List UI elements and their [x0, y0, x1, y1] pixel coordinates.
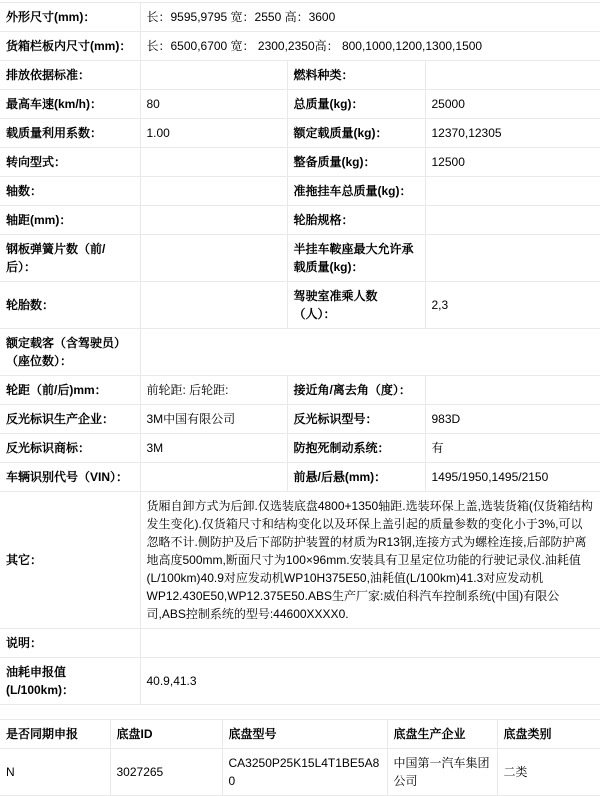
table-row	[0, 206, 600, 235]
spec-label-emission-standard: 排放依据标准：	[0, 61, 140, 90]
spec-label-leaf-springs: 钢板弹簧片数（前/后）：	[0, 235, 140, 282]
spec-value-reflector-model: 983D	[425, 405, 600, 434]
spec-value-dimensions: 长：9595,9795 宽：2550 高：3600	[140, 3, 600, 32]
chassis-header-chassis-manufacturer: 底盘生产企业	[387, 720, 497, 749]
spec-label-cab-passengers: 驾驶室准乘人数（人）：	[287, 282, 425, 329]
spec-value-total-mass: 25000	[425, 90, 600, 119]
table-row	[0, 629, 600, 658]
table-row	[0, 235, 600, 282]
spec-value-cargo-box-inner: 长：6500,6700 宽： 2300,2350高： 800,1000,1200,1300,1500	[140, 32, 600, 61]
spec-label-rated-passengers: 额定载客（含驾驶员）（座位数）：	[0, 329, 140, 376]
table-row	[0, 177, 600, 206]
spec-value-approach-departure-angle	[425, 376, 600, 405]
spec-value-abs: 有	[425, 434, 600, 463]
table-row	[0, 434, 600, 463]
table-row	[0, 90, 600, 119]
spec-label-reflector-model: 反光标识型号：	[287, 405, 425, 434]
table-row	[0, 282, 600, 329]
spec-label-track-width: 轮距（前/后)mm：	[0, 376, 140, 405]
spec-value-curb-weight: 12500	[425, 148, 600, 177]
spec-label-saddle-load: 半挂车鞍座最大允许承载质量(kg)：	[287, 235, 425, 282]
spec-value-declared-fuel-consumption: 40.9,41.3	[140, 658, 600, 705]
spec-value-trailer-total-mass	[425, 177, 600, 206]
table-row	[0, 148, 600, 177]
spec-label-remarks: 说明：	[0, 629, 140, 658]
chassis-header-chassis-id: 底盘ID	[110, 720, 222, 749]
spec-value-steering-type	[140, 148, 287, 177]
spec-label-vin: 车辆识别代号（VIN）：	[0, 463, 140, 492]
spec-value-reflector-brand: 3M	[140, 434, 287, 463]
spec-value-max-speed: 80	[140, 90, 287, 119]
spec-value-rated-load: 12370,12305	[425, 119, 600, 148]
spec-value-cab-passengers: 2,3	[425, 282, 600, 329]
spec-value-saddle-load	[425, 235, 600, 282]
chassis-cell-concurrent-declaration: N	[0, 749, 110, 796]
table-row	[0, 61, 600, 90]
table-row	[0, 492, 600, 629]
spec-value-remarks	[140, 629, 600, 658]
chassis-cell-chassis-category: 二类	[497, 749, 600, 796]
spec-label-total-mass: 总质量(kg)：	[287, 90, 425, 119]
spec-value-track-width: 前轮距: 后轮距:	[140, 376, 287, 405]
chassis-cell-chassis-manufacturer: 中国第一汽车集团公司	[387, 749, 497, 796]
spec-label-tire-spec: 轮胎规格：	[287, 206, 425, 235]
spec-label-trailer-total-mass: 准拖挂车总质量(kg)：	[287, 177, 425, 206]
spec-value-reflector-manufacturer: 3M中国有限公司	[140, 405, 287, 434]
spec-value-tire-count	[140, 282, 287, 329]
table-row	[0, 3, 600, 32]
spec-label-reflector-manufacturer: 反光标识生产企业：	[0, 405, 140, 434]
spec-label-declared-fuel-consumption: 油耗申报值(L/100km)：	[0, 658, 140, 705]
spec-label-wheelbase: 轴距(mm)：	[0, 206, 140, 235]
spec-label-reflector-brand: 反光标识商标：	[0, 434, 140, 463]
chassis-data-row	[0, 749, 600, 796]
spec-label-curb-weight: 整备质量(kg)：	[287, 148, 425, 177]
spec-label-steering-type: 转向型式：	[0, 148, 140, 177]
chassis-header-chassis-category: 底盘类别	[497, 720, 600, 749]
table-row	[0, 376, 600, 405]
table-row	[0, 32, 600, 61]
spec-value-axle-count	[140, 177, 287, 206]
spec-label-overhang: 前悬/后悬(mm)：	[287, 463, 425, 492]
chassis-table	[0, 719, 600, 796]
spec-label-dimensions: 外形尺寸(mm)：	[0, 3, 140, 32]
spec-value-other: 货厢自卸方式为后卸.仅选装底盘4800+1350轴距.选装环保上盖,选装货箱(仅货箱结构发生变化).仅货箱尺寸和结构变化以及环保上盖引起的质量参数的变化小于3%,可以忽略不计.侧防护及后下部防护装置的材质为R13钢,连接方式为螺栓连接,后部防护离地高度500mm,断面尺寸为100×96mm.安装具有卫星定位功能的行驶记录仪.油耗值(L/100km)40.9对应发动机WP10H375E50,油耗值(L/100km)41.3对应发动机WP12.430E50,WP12.375E50.ABS生产厂家:威伯科汽车控制系统(中国)有限公司,ABS控制系统的型号:44600XXXX0.	[140, 492, 600, 629]
table-row	[0, 119, 600, 148]
table-row	[0, 658, 600, 705]
spec-label-tire-count: 轮胎数：	[0, 282, 140, 329]
spec-label-max-speed: 最高车速(km/h)：	[0, 90, 140, 119]
spec-value-tire-spec	[425, 206, 600, 235]
chassis-cell-chassis-id: 3027265	[110, 749, 222, 796]
spec-value-overhang: 1495/1950,1495/2150	[425, 463, 600, 492]
table-row	[0, 463, 600, 492]
chassis-header-row	[0, 720, 600, 749]
chassis-header-chassis-model: 底盘型号	[222, 720, 387, 749]
spec-label-rated-load: 额定载质量(kg)：	[287, 119, 425, 148]
spec-value-fuel-type	[425, 61, 600, 90]
table-row	[0, 405, 600, 434]
spec-label-load-factor: 载质量利用系数：	[0, 119, 140, 148]
spec-label-axle-count: 轴数：	[0, 177, 140, 206]
spec-label-approach-departure-angle: 接近角/离去角（度）：	[287, 376, 425, 405]
spec-value-vin	[140, 463, 287, 492]
spec-label-other: 其它：	[0, 492, 140, 629]
spec-value-emission-standard	[140, 61, 287, 90]
spec-label-cargo-box-inner: 货箱栏板内尺寸(mm)：	[0, 32, 140, 61]
chassis-cell-chassis-model: CA3250P25K15L4T1BE5A80	[222, 749, 387, 796]
table-row	[0, 329, 600, 376]
chassis-header-concurrent-declaration: 是否同期申报	[0, 720, 110, 749]
spec-value-leaf-springs	[140, 235, 287, 282]
vehicle-spec-table	[0, 2, 600, 705]
spec-label-abs: 防抱死制动系统：	[287, 434, 425, 463]
spec-label-fuel-type: 燃料种类：	[287, 61, 425, 90]
spec-value-wheelbase	[140, 206, 287, 235]
spec-value-load-factor: 1.00	[140, 119, 287, 148]
spec-value-rated-passengers	[140, 329, 600, 376]
